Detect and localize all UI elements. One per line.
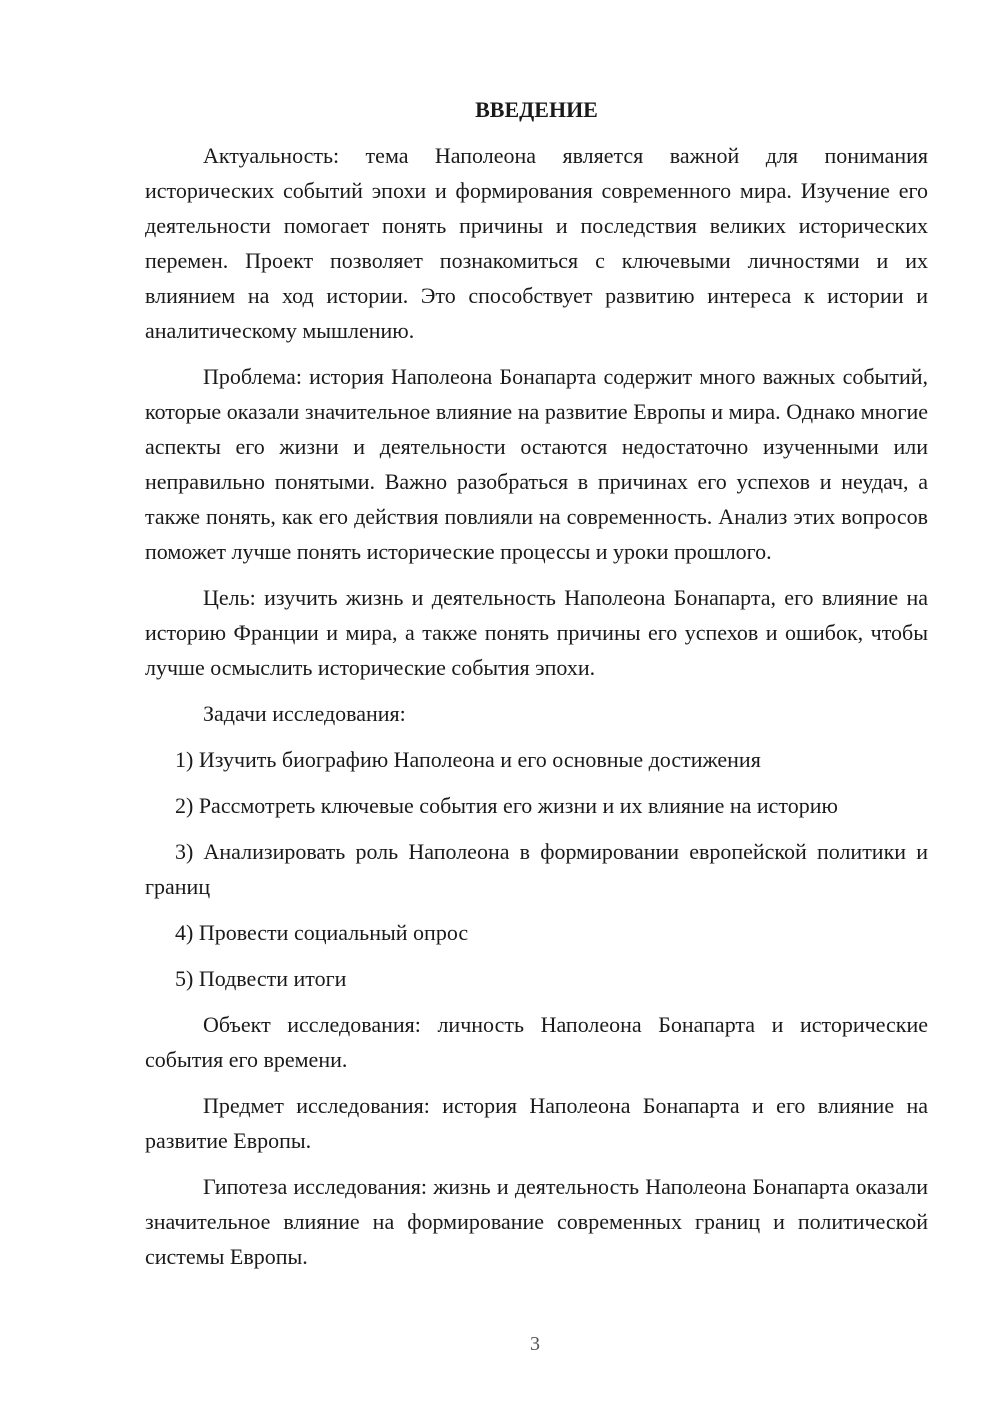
tasks-heading: Задачи исследования: <box>203 701 406 726</box>
task-item-5: 5) Подвести итоги <box>175 966 347 991</box>
task-item-1: 1) Изучить биографию Наполеона и его основные достижения <box>175 747 761 772</box>
task-item-4: 4) Провести социальный опрос <box>175 920 469 945</box>
paragraph-hypothesis: Гипотеза исследования: жизнь и деятельность Наполеона Бонапарта оказали значительное влияние на формирование современных границ и политической системы Европы. <box>145 1174 928 1269</box>
page-title: ВВЕДЕНИЕ <box>475 97 598 122</box>
paragraph-object: Объект исследования: личность Наполеона Бонапарта и исторические события его времени. <box>145 1012 928 1072</box>
task-item-3: 3) Анализировать роль Наполеона в формировании европейской политики и границ <box>145 839 928 899</box>
paragraph-subject: Предмет исследования: история Наполеона Бонапарта и его влияние на развитие Европы. <box>145 1093 928 1153</box>
paragraph-problem: Проблема: история Наполеона Бонапарта содержит много важных событий, которые оказали значительное влияние на развитие Европы и мира. Однако многие аспекты его жизни и деятельности остаются недостаточно изученными или неправильно понятыми. Важно разобраться в причинах его успехов и неудач, а также понять, как его действия повлияли на современность. Анализ этих вопросов поможет лучше понять исторические процессы и уроки прошлого. <box>145 364 928 564</box>
document-page <box>145 92 928 1285</box>
task-item-2: 2) Рассмотреть ключевые события его жизни и их влияние на историю <box>175 793 838 818</box>
paragraph-goal: Цель: изучить жизнь и деятельность Наполеона Бонапарта, его влияние на историю Франции и мира, а также понять причины его успехов и ошибок, чтобы лучше осмыслить исторические события эпохи. <box>145 585 928 680</box>
paragraph-relevance: Актуальность: тема Наполеона является важной для понимания исторических событий эпохи и формирования современного мира. Изучение его деятельности помогает понять причины и последствия великих исторических перемен. Проект позволяет познакомиться с ключевыми личностями и их влиянием на ход истории. Это способствует развитию интереса к истории и аналитическому мышлению. <box>145 143 928 343</box>
page-number: 3 <box>530 1333 540 1355</box>
